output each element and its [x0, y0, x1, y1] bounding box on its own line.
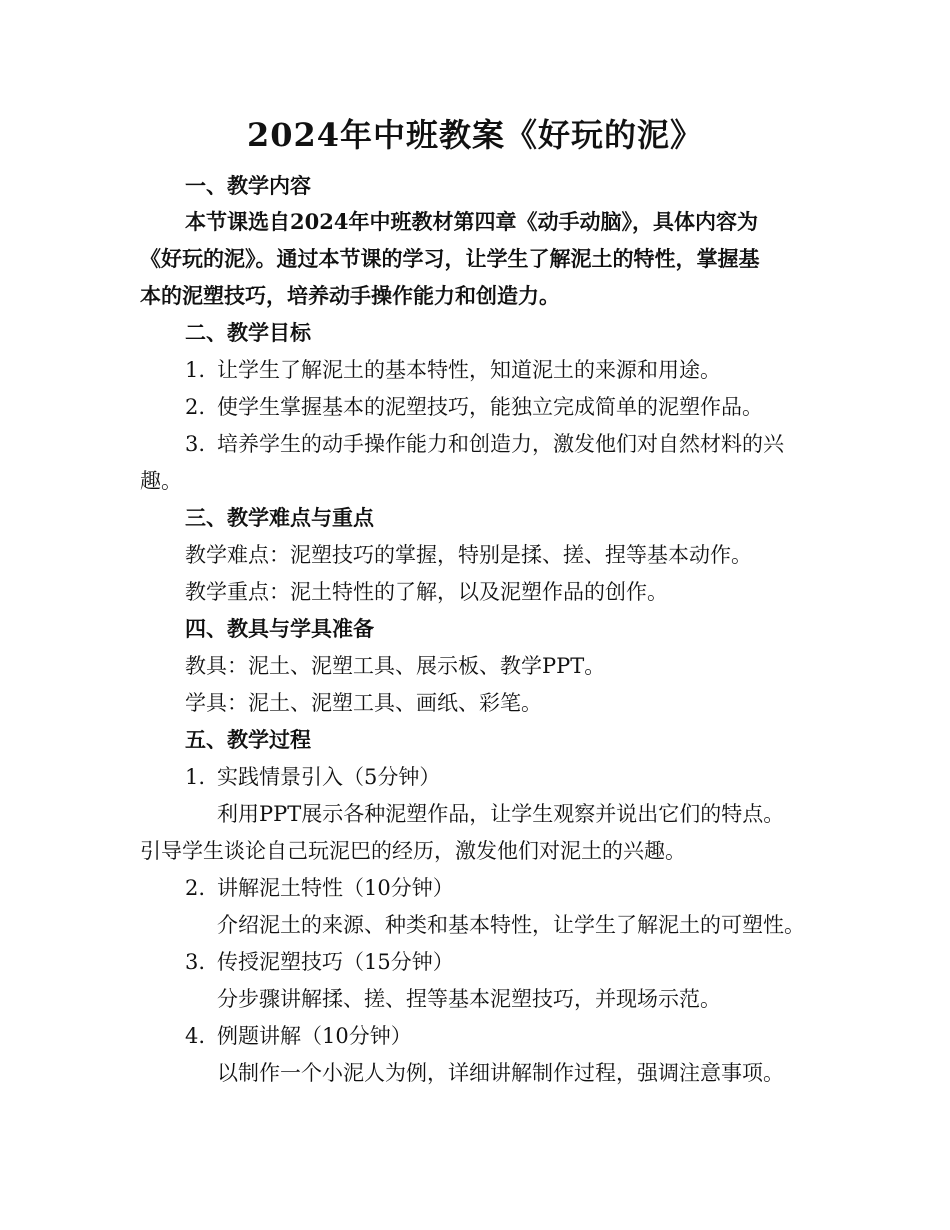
objective-item-2 — [0, 392, 950, 422]
process-step-2-title — [0, 873, 950, 903]
process-step-2-label: 讲解泥土特性（10分钟） — [217, 876, 454, 900]
process-step-2-number: 2. — [185, 876, 206, 900]
document-title: 2024年中班教案《好玩的泥》 — [246, 116, 704, 154]
process-step-1-label: 实践情景引入（5分钟） — [217, 765, 441, 789]
process-step-1-line-1: 利用PPT展示各种泥塑作品，让学生观察并说出它们的特点。 — [217, 802, 785, 826]
process-step-1-title — [0, 762, 950, 792]
process-step-4-line-1: 以制作一个小泥人为例，详细讲解制作过程，强调注意事项。 — [217, 1061, 784, 1085]
section-4-heading: 四、教具与学具准备 — [185, 616, 374, 641]
process-step-3-line-1: 分步骤讲解揉、搓、捏等基本泥塑技巧，并现场示范。 — [217, 987, 721, 1011]
process-step-1-number: 1. — [185, 765, 206, 789]
objective-1-number: 1. — [185, 358, 206, 382]
section-3-heading: 三、教学难点与重点 — [185, 505, 374, 530]
process-step-3-number: 3. — [185, 950, 206, 974]
objective-3-number: 3. — [185, 432, 206, 456]
objective-2-text: 使学生掌握基本的泥塑技巧，能独立完成简单的泥塑作品。 — [217, 395, 763, 419]
process-step-2-line-1: 介绍泥土的来源、种类和基本特性，让学生了解泥土的可塑性。 — [217, 913, 805, 937]
teaching-difficulty: 教学难点：泥塑技巧的掌握，特别是揉、搓、捏等基本动作。 — [185, 543, 752, 567]
section-1-paragraph-line-3: 本的泥塑技巧，培养动手操作能力和创造力。 — [140, 283, 560, 308]
section-1-paragraph-line-1: 本节课选自2024年中班教材第四章《动手动脑》，具体内容为 — [185, 209, 758, 234]
student-materials: 学具：泥土、泥塑工具、画纸、彩笔。 — [185, 691, 542, 715]
section-2-heading: 二、教学目标 — [185, 320, 311, 345]
objective-item-3 — [0, 429, 950, 459]
teacher-materials: 教具：泥土、泥塑工具、展示板、教学PPT。 — [185, 654, 606, 678]
process-step-1-line-2: 引导学生谈论自己玩泥巴的经历，激发他们对泥土的兴趣。 — [140, 839, 686, 863]
section-1-heading: 一、教学内容 — [185, 173, 311, 198]
objective-3-continuation: 趣。 — [140, 469, 182, 493]
process-step-4-title — [0, 1021, 950, 1051]
process-step-3-label: 传授泥塑技巧（15分钟） — [217, 950, 454, 974]
section-5-heading: 五、教学过程 — [185, 727, 311, 752]
teaching-focus: 教学重点：泥土特性的了解，以及泥塑作品的创作。 — [185, 580, 668, 604]
objective-item-1 — [0, 355, 950, 385]
objective-3-text: 培养学生的动手操作能力和创造力，激发他们对自然材料的兴 — [217, 432, 784, 456]
process-step-4-label: 例题讲解（10分钟） — [217, 1024, 412, 1048]
section-1-paragraph-line-2: 《好玩的泥》。通过本节课的学习，让学生了解泥土的特性，掌握基 — [140, 246, 760, 271]
process-step-3-title — [0, 947, 950, 977]
objective-1-text: 让学生了解泥土的基本特性，知道泥土的来源和用途。 — [217, 358, 721, 382]
process-step-4-number: 4. — [185, 1024, 206, 1048]
objective-2-number: 2. — [185, 395, 206, 419]
